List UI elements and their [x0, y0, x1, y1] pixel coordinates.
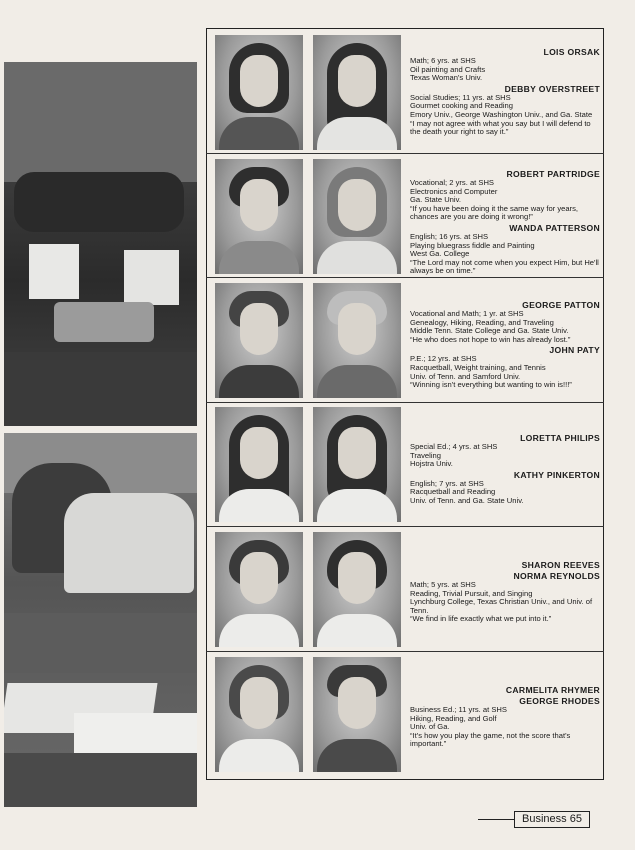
portrait-sharon-reeves	[215, 532, 303, 647]
row-divider	[206, 153, 604, 154]
teacher-quote: “It's how you play the game, not the score that's important.”	[410, 730, 571, 749]
faculty-entry	[410, 684, 600, 749]
teacher-quote: “Winning isn't everything but wanting to win is!!!”	[410, 380, 572, 390]
row-divider	[206, 402, 604, 403]
teacher-subject: Business Ed.; 11 yrs. at SHS	[410, 705, 507, 714]
classroom-studying-photo	[4, 433, 197, 807]
teacher-subject: Vocational; 2 yrs. at SHS	[410, 178, 494, 187]
portrait-george-patton	[215, 283, 303, 398]
teacher-education: Univ. of Ga.	[410, 722, 450, 732]
page-number: 65	[569, 813, 582, 825]
teacher-hobbies: Reading, Trivial Pursuit, and Singing	[410, 588, 533, 598]
portrait-george-rhodes	[313, 657, 401, 772]
teacher-education: Emory Univ., George Washington Univ., and Ga. State	[410, 109, 593, 119]
teacher-subject: Math; 5 yrs. at SHS	[410, 580, 476, 589]
faculty-entry	[410, 46, 600, 137]
faculty-entry	[410, 168, 600, 276]
row-divider	[206, 277, 604, 278]
teacher-subject: English; 16 yrs. at SHS	[410, 231, 489, 241]
portrait-carmelita-rhymer	[215, 657, 303, 772]
teacher-name: NORMA REYNOLDS	[513, 571, 600, 581]
teacher-education: Univ. of Tenn. and Samford Univ.	[410, 371, 521, 381]
teacher-education: Texas Woman's Univ.	[410, 73, 483, 83]
teacher-hobbies: Gourmet cooking and Reading	[410, 101, 514, 111]
teacher-name: ROBERT PARTRIDGE	[506, 169, 600, 179]
faculty-entry	[410, 432, 600, 506]
teacher-education: West Ga. College	[410, 249, 470, 259]
classroom-typing-photo	[4, 62, 197, 426]
teacher-hobbies: Electronics and Computer	[410, 186, 498, 196]
teacher-hobbies: Genealogy, Hiking, Reading, and Traveling	[410, 317, 554, 327]
teacher-subject: P.E.; 12 yrs. at SHS	[410, 354, 477, 364]
row-divider	[206, 651, 604, 652]
portrait-lois-orsak	[215, 35, 303, 150]
footer-rule	[478, 819, 514, 820]
teacher-name: GEORGE RHODES	[519, 696, 600, 706]
teacher-subject: English; 7 yrs. at SHS	[410, 478, 484, 488]
teacher-quote: “If you have been doing it the same way for years, chances are you are doing it wrong!”	[410, 203, 578, 222]
page-footer	[514, 811, 590, 828]
teacher-quote: “I may not agree with what you say but I will defend to the death your right to say it.”	[410, 118, 591, 137]
faculty-entry	[410, 559, 600, 624]
section-label: Business	[522, 813, 567, 825]
row-divider	[206, 526, 604, 527]
teacher-hobbies: Racquetball, Weight training, and Tennis	[410, 362, 546, 372]
portrait-debby-overstreet	[313, 35, 401, 150]
teacher-quote: “He who does not hope to win has already lost.”	[410, 334, 571, 344]
teacher-name: LORETTA PHILIPS	[520, 433, 600, 443]
teacher-hobbies: Racquetball and Reading	[410, 487, 496, 497]
teacher-name: JOHN PATY	[549, 345, 600, 356]
teacher-name: KATHY PINKERTON	[513, 469, 600, 480]
teacher-hobbies: Playing bluegrass fiddle and Painting	[410, 240, 535, 250]
teacher-name: DEBBY OVERSTREET	[504, 83, 600, 94]
teacher-quote: “We find in life exactly what we put into it.”	[410, 614, 552, 624]
teacher-name: CARMELITA RHYMER	[505, 685, 600, 695]
teacher-subject: Vocational and Math; 1 yr. at SHS	[410, 309, 524, 318]
teacher-hobbies: Traveling	[410, 450, 441, 460]
teacher-subject: Special Ed.; 4 yrs. at SHS	[410, 442, 498, 451]
teacher-education: Hojstra Univ.	[410, 459, 453, 469]
portrait-wanda-patterson	[313, 159, 401, 274]
faculty-entry	[410, 299, 600, 390]
portrait-norma-reynolds	[313, 532, 401, 647]
teacher-name: SHARON REEVES	[521, 560, 600, 570]
teacher-education: Lynchburg College, Texas Christian Univ., and Univ. of Tenn.	[410, 597, 593, 615]
portrait-kathy-pinkerton	[313, 407, 401, 522]
teacher-education: Middle Tenn. State College and Ga. State Univ.	[410, 326, 569, 336]
teacher-name: LOIS ORSAK	[543, 47, 600, 57]
teacher-quote: “The Lord may not come when you expect Him, but He'll always be on time.”	[410, 257, 599, 276]
teacher-name: GEORGE PATTON	[522, 300, 600, 310]
teacher-hobbies: Oil painting and Crafts	[410, 64, 486, 74]
portrait-john-paty	[313, 283, 401, 398]
portrait-loretta-philips	[215, 407, 303, 522]
teacher-education: Ga. State Univ.	[410, 195, 461, 205]
teacher-subject: Social Studies; 11 yrs. at SHS	[410, 92, 511, 102]
portrait-robert-partridge	[215, 159, 303, 274]
teacher-education: Univ. of Tenn. and Ga. State Univ.	[410, 495, 524, 505]
teacher-name: WANDA PATTERSON	[509, 222, 600, 233]
teacher-hobbies: Hiking, Reading, and Golf	[410, 713, 497, 723]
teacher-subject: Math; 6 yrs. at SHS	[410, 56, 476, 65]
